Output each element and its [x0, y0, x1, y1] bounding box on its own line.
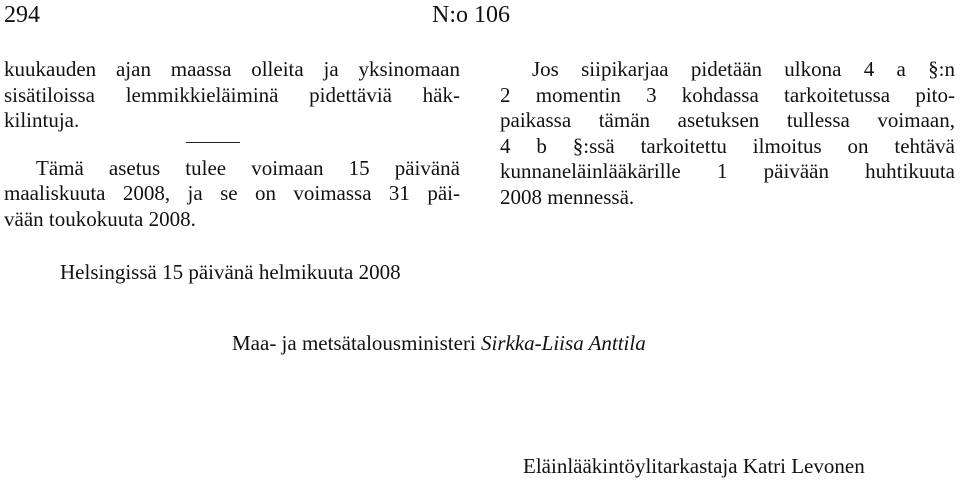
- text-line: 2008 mennessä.: [500, 184, 635, 209]
- minister-title: Maa- ja metsätalousministeri: [232, 331, 476, 355]
- inspector-signature: Eläinlääkintöylitarkastaja Katri Levonen: [523, 454, 865, 478]
- right-column: [500, 57, 955, 210]
- page-number: 294: [4, 2, 40, 28]
- text-line: Tämä asetus tulee voimaan 15 päivänä: [36, 155, 460, 180]
- text-line: paikassa tämän asetuksen tullessa voimaan,: [500, 108, 955, 132]
- left-column: [4, 57, 460, 232]
- section-divider: [186, 142, 240, 156]
- place-and-date: Helsingissä 15 päivänä helmikuuta 2008: [60, 260, 401, 284]
- journal-number: N:o 106: [432, 2, 510, 28]
- text-line: kunnaneläinlääkärille 1 päivään huhtikuuta: [500, 159, 955, 183]
- text-line: kilintuja.: [4, 108, 80, 132]
- text-line: Jos siipikarjaa pidetään ulkona 4 a §:n: [532, 57, 955, 81]
- text-line: maaliskuuta 2008, ja se on voimassa 31 päi-: [4, 181, 460, 205]
- text-line: 4 b §:ssä tarkoitettu ilmoitus on tehtävä: [500, 133, 955, 158]
- text-line: kuukauden ajan maassa olleita ja yksinomaan: [4, 57, 460, 81]
- text-line: 2 momentin 3 kohdassa tarkoitetussa pito-: [500, 82, 955, 107]
- text-line: vään toukokuuta 2008.: [4, 206, 196, 231]
- minister-name: Sirkka-Liisa Anttila: [481, 331, 646, 355]
- text-line: sisätiloissa lemmikkieläiminä pidettäviä häk-: [4, 82, 460, 107]
- minister-signature: [232, 330, 646, 356]
